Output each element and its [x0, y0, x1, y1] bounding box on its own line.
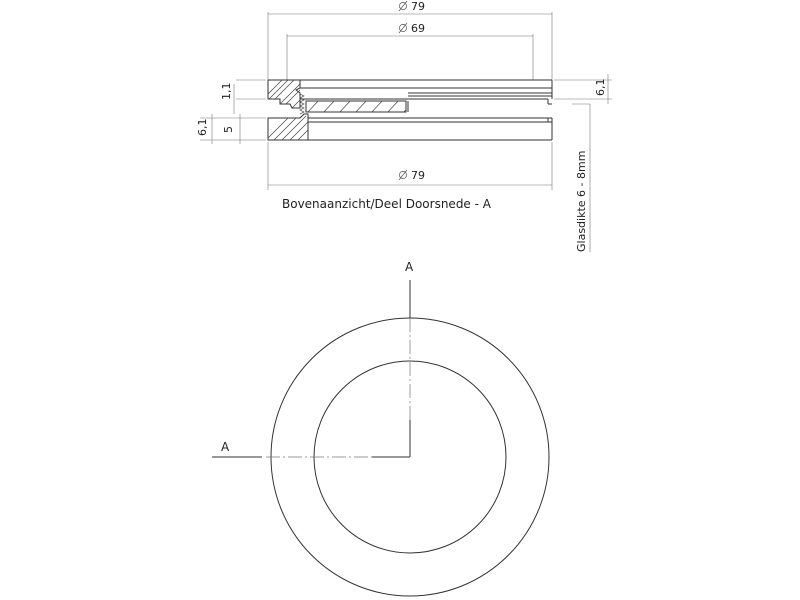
glass-thickness-note: [572, 104, 590, 252]
dimension-outer-diameter-top: [268, 0, 552, 82]
dim-left-thread: 1,1: [220, 82, 233, 100]
dim-outer-diameter-top: 79: [411, 0, 425, 13]
dim-right-height: 6,1: [594, 78, 607, 96]
dimension-right-height: [554, 74, 612, 104]
section-caption: Bovenaanzicht/Deel Doorsnede - A: [282, 197, 491, 211]
glass-thickness-label: Glasdikte 6 - 8mm: [575, 150, 588, 252]
dim-inner-diameter: 69: [411, 22, 425, 35]
section-view: [196, 0, 612, 252]
dimension-inner-diameter: [287, 22, 533, 80]
section-marker-top: A: [405, 260, 414, 274]
section-marker-left: A: [221, 440, 230, 454]
dimension-left-group: [196, 80, 266, 144]
dim-left-outer-height: 6,1: [196, 118, 209, 136]
top-view: [212, 260, 549, 596]
section-outline-right: [300, 80, 552, 140]
section-profile-left: [262, 78, 416, 140]
dimension-outer-diameter-bottom: [268, 142, 552, 190]
section-line-a: [212, 280, 410, 457]
dim-left-inner-height: 5: [222, 126, 235, 133]
dim-outer-diameter-bottom: 79: [411, 169, 425, 182]
